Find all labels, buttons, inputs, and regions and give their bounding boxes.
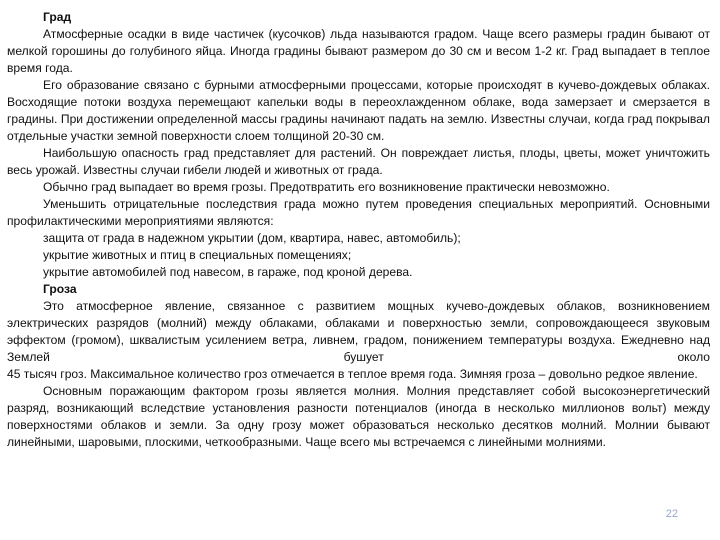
paragraph: Уменьшить отрицательные последствия града можно путем проведения специальных мероприятий. Основными профилактическими мероприятиями являются: <box>7 197 710 228</box>
page-number: 22 <box>665 508 678 520</box>
section-heading-thunderstorm: Гроза <box>43 282 77 296</box>
paragraph: Основным поражающим фактором грозы является молния. Молния представляет собой высокоэнергетический разряд, возникающий вследствие установления разности потенциалов (иногда в несколько миллионов вольт) между поверхностями облаков и земли. За одну грозу может образоваться несколько десятков молний. Молнии бывают линейными, шаровыми, плоскими, четкообразными. Чаще всего мы встречаемся с линейными молниями. <box>7 384 710 449</box>
list-item: укрытие животных и птиц в специальных помещениях; <box>43 248 352 262</box>
paragraph: Наибольшую опасность град представляет для растений. Он повреждает листья, плоды, цветы, может уничтожить весь урожай. Известны случаи гибели людей и животных от града. <box>7 146 710 177</box>
paragraph: Это атмосферное явление, связанное с развитием мощных кучево-дождевых облаков, возникновением электрических разрядов (молний) между облаками, облаками и поверхностью земли, сопровождающееся звуковым эффектом (громом), шквалистым усилением ветра, ливнем, градом, понижением температуры воздуха. Ежедневно над Землей бушует около <box>7 299 710 364</box>
paragraph: Его образование связано с бурными атмосферными процессами, которые происходят в кучево-дождевых облаках. Восходящие потоки воздуха перемещают капельки воды в переохлажденном облаке, вода замерзает и смерзается в градины. При достижении определенной массы градины начинают падать на землю. Известны случаи, когда град покрывал отдельные участки земной поверхности слоем толщиной 20-30 см. <box>7 78 710 143</box>
paragraph: Обычно град выпадает во время грозы. Предотвратить его возникновение практически невозможно. <box>43 180 610 194</box>
paragraph: Атмосферные осадки в виде частичек (кусочков) льда называются градом. Чаще всего размеры градин бывают от мелкой горошины до голубиного яйца. Иногда градины бывают размером до 30 см и весом 1-2 кг. Град выпадает в теплое время года. <box>7 27 710 75</box>
list-item: защита от града в надежном укрытии (дом, квартира, навес, автомобиль); <box>43 231 461 245</box>
document-body <box>7 9 710 451</box>
paragraph: 45 тысяч гроз. Максимальное количество гроз отмечается в теплое время года. Зимняя гроза – довольно редкое явление. <box>7 367 698 381</box>
list-item: укрытие автомобилей под навесом, в гараже, под кроной дерева. <box>43 265 413 279</box>
section-heading-hail: Град <box>43 10 72 24</box>
